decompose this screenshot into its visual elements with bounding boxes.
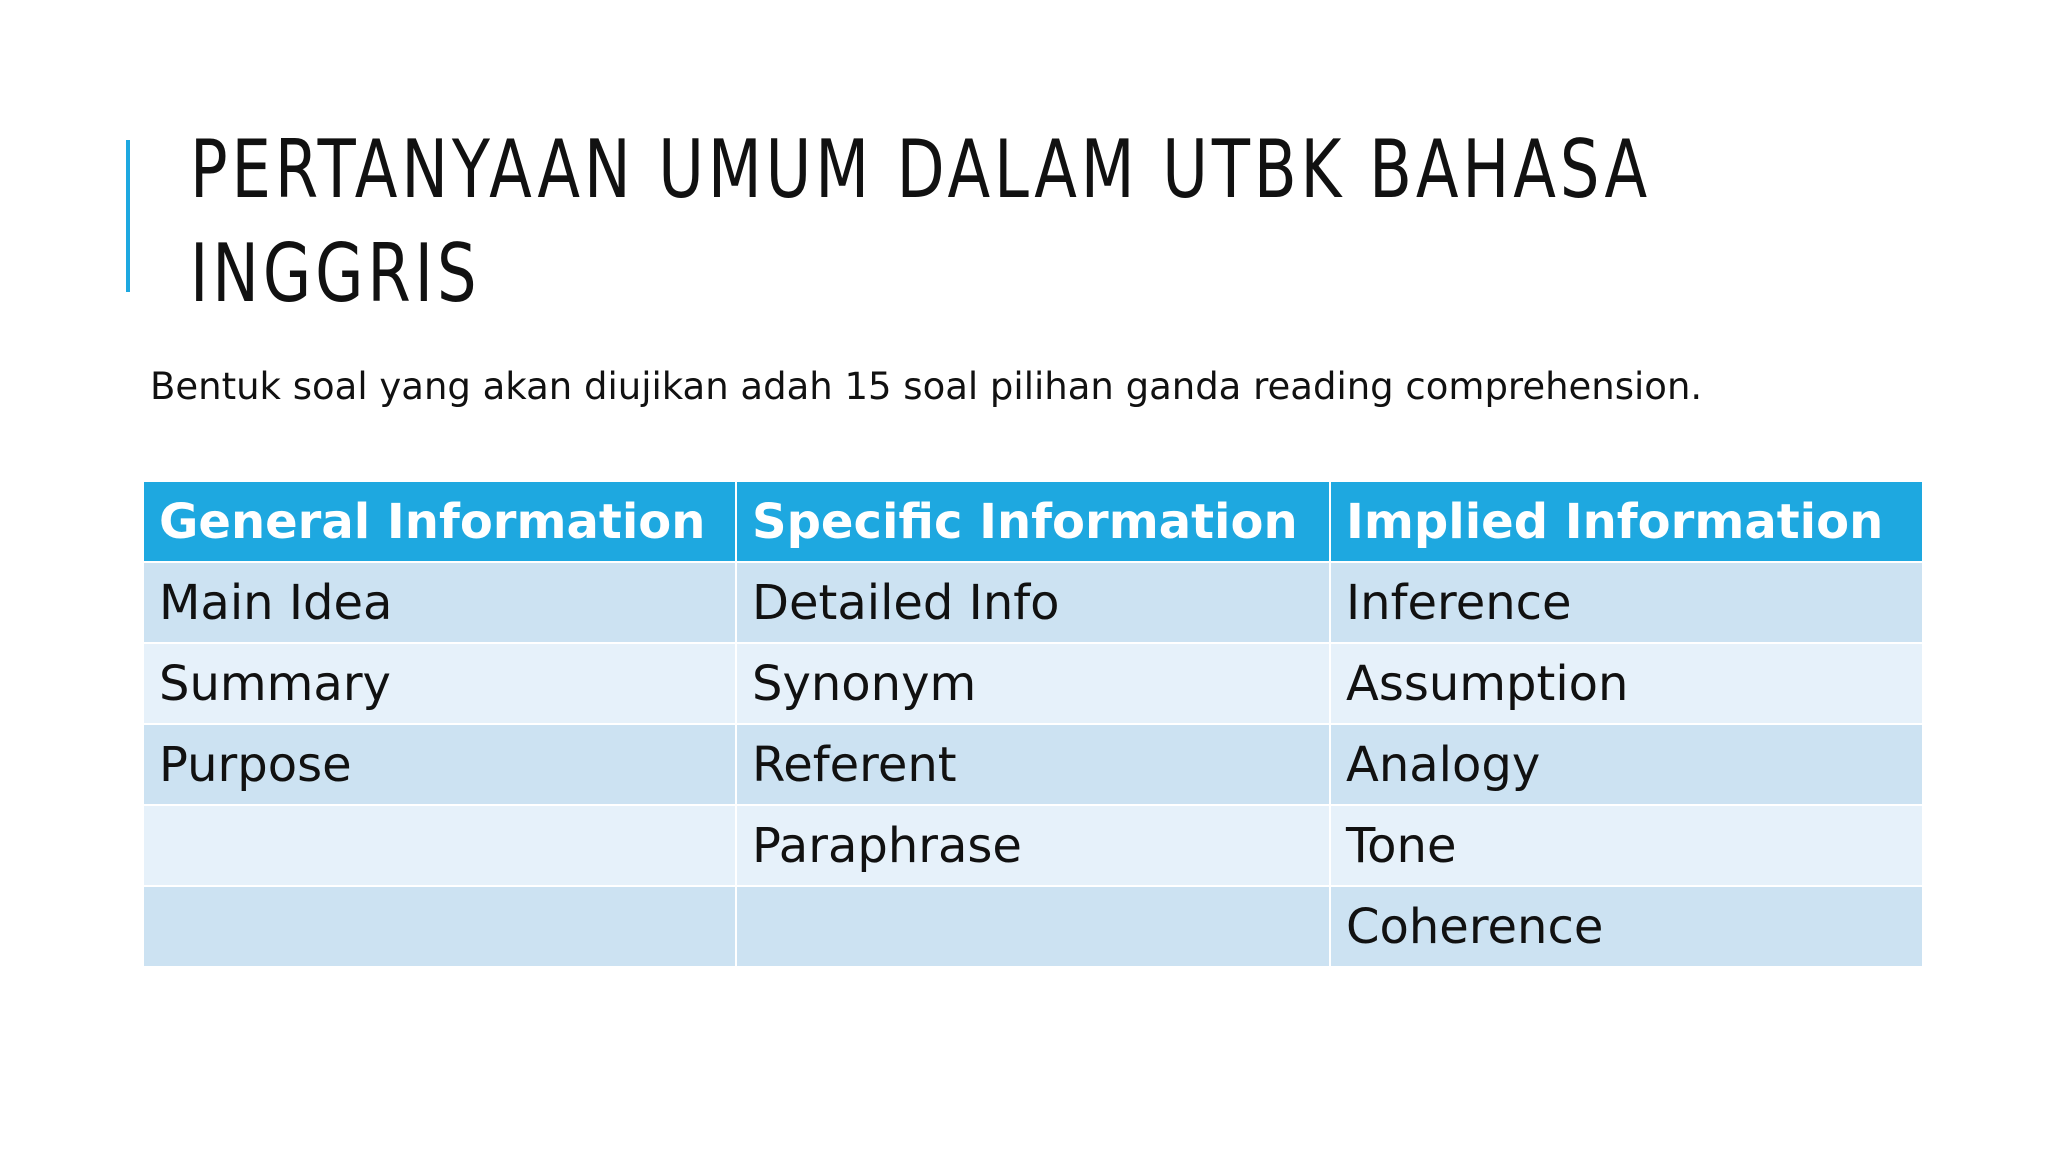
table-cell: Main Idea	[143, 562, 736, 643]
slide-subtitle: Bentuk soal yang akan diujikan adah 15 soal pilihan ganda reading comprehension.	[150, 365, 1703, 408]
table-cell	[143, 805, 736, 886]
table-cell: Summary	[143, 643, 736, 724]
table-cell: Detailed Info	[736, 562, 1330, 643]
table-cell: Paraphrase	[736, 805, 1330, 886]
question-types-table	[142, 480, 1924, 968]
slide-title	[190, 118, 1652, 326]
table-cell: Purpose	[143, 724, 736, 805]
table-cell: Synonym	[736, 643, 1330, 724]
header-specific-information: Specific Information	[736, 481, 1330, 562]
table-row	[143, 643, 1923, 724]
table-cell: Tone	[1330, 805, 1923, 886]
table-cell	[143, 886, 736, 967]
table-row	[143, 886, 1923, 967]
table-cell: Referent	[736, 724, 1330, 805]
table-cell: Inference	[1330, 562, 1923, 643]
slide-title-line-1: PERTANYAAN UMUM DALAM UTBK BAHASA	[190, 123, 1652, 216]
table-cell	[736, 886, 1330, 967]
slide-title-line-2: INGGRIS	[190, 227, 481, 320]
title-accent-bar	[126, 140, 130, 292]
table-row	[143, 805, 1923, 886]
table-row	[143, 562, 1923, 643]
header-general-information: General Information	[143, 481, 736, 562]
table-cell: Coherence	[1330, 886, 1923, 967]
table-row	[143, 724, 1923, 805]
table-header-row	[143, 481, 1923, 562]
header-implied-information: Implied Information	[1330, 481, 1923, 562]
table-cell: Assumption	[1330, 643, 1923, 724]
table-cell: Analogy	[1330, 724, 1923, 805]
